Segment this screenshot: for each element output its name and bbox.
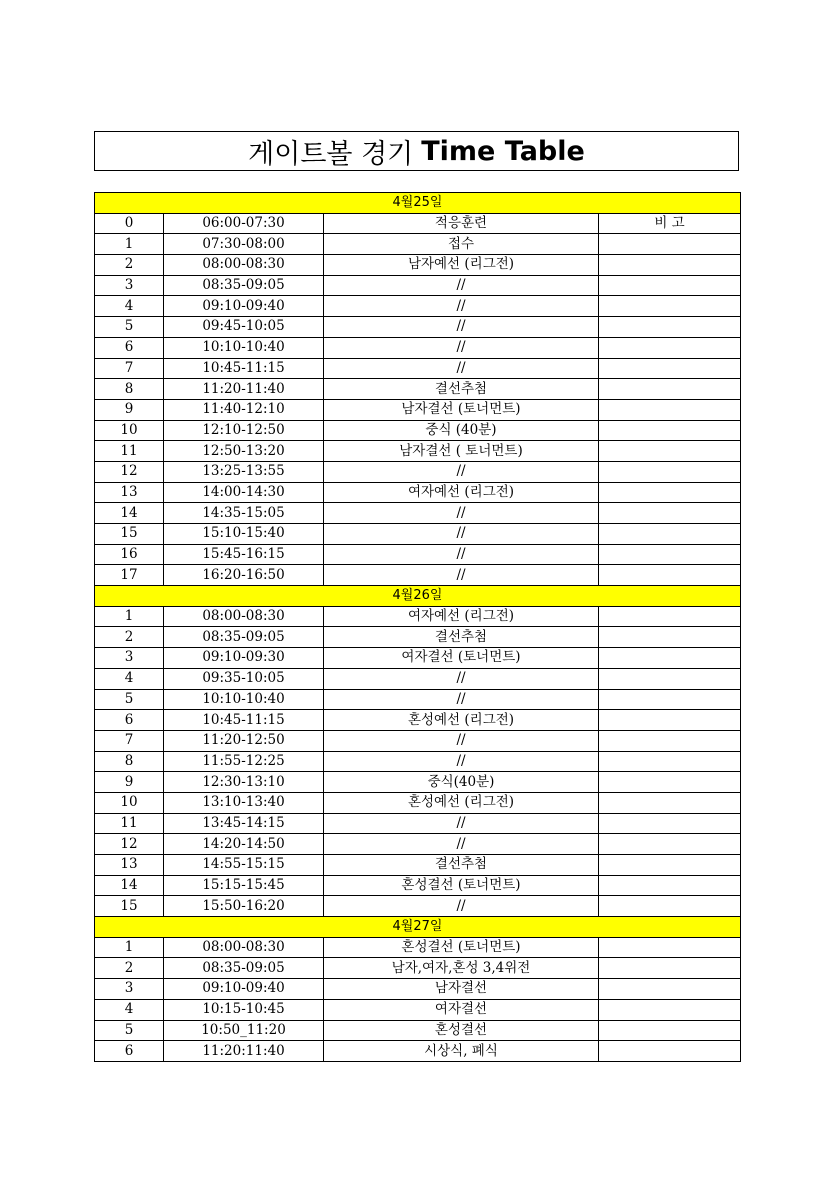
event-cell: //	[324, 337, 599, 358]
note-cell	[599, 524, 741, 545]
event-cell: //	[324, 296, 599, 317]
note-cell	[599, 503, 741, 524]
time-cell: 10:10-10:40	[164, 689, 324, 710]
time-cell: 08:35-09:05	[164, 627, 324, 648]
table-row	[95, 1020, 741, 1041]
event-cell: 남자예선 (리그전)	[324, 255, 599, 276]
note-cell	[599, 296, 741, 317]
time-cell: 11:20:11:40	[164, 1041, 324, 1062]
note-cell	[599, 668, 741, 689]
event-cell: 혼성결선 (토너먼트)	[324, 937, 599, 958]
time-cell: 09:10-09:30	[164, 648, 324, 669]
table-row	[95, 999, 741, 1020]
table-row	[95, 668, 741, 689]
note-cell	[599, 896, 741, 917]
time-cell: 09:10-09:40	[164, 296, 324, 317]
note-cell	[599, 627, 741, 648]
table-row	[95, 213, 741, 234]
note-cell	[599, 255, 741, 276]
time-cell: 11:20-11:40	[164, 379, 324, 400]
event-cell: //	[324, 834, 599, 855]
time-cell: 15:45-16:15	[164, 544, 324, 565]
note-cell	[599, 565, 741, 586]
row-number-cell: 9	[95, 772, 164, 793]
note-cell	[599, 751, 741, 772]
time-cell: 09:10-09:40	[164, 979, 324, 1000]
event-cell: 중식 (40분)	[324, 420, 599, 441]
row-number-cell: 10	[95, 792, 164, 813]
table-row	[95, 648, 741, 669]
table-row	[95, 1041, 741, 1062]
event-cell: 결선추첨	[324, 855, 599, 876]
row-number-cell: 15	[95, 896, 164, 917]
event-cell: //	[324, 358, 599, 379]
note-cell	[599, 606, 741, 627]
time-cell: 15:15-15:45	[164, 875, 324, 896]
table-row	[95, 379, 741, 400]
event-cell: 남자결선	[324, 979, 599, 1000]
event-cell: 여자결선	[324, 999, 599, 1020]
row-number-cell: 3	[95, 275, 164, 296]
table-row	[95, 503, 741, 524]
note-cell	[599, 379, 741, 400]
row-number-cell: 17	[95, 565, 164, 586]
table-row	[95, 255, 741, 276]
note-cell	[599, 337, 741, 358]
time-cell: 14:55-15:15	[164, 855, 324, 876]
day-label: 4월27일	[95, 917, 741, 938]
row-number-cell: 12	[95, 834, 164, 855]
time-cell: 15:50-16:20	[164, 896, 324, 917]
event-cell: 적응훈련	[324, 213, 599, 234]
event-cell: //	[324, 524, 599, 545]
table-row	[95, 855, 741, 876]
table-row	[95, 461, 741, 482]
row-number-cell: 4	[95, 296, 164, 317]
table-row	[95, 689, 741, 710]
row-number-cell: 10	[95, 420, 164, 441]
row-number-cell: 5	[95, 317, 164, 338]
table-row	[95, 296, 741, 317]
day-label: 4월25일	[95, 193, 741, 214]
time-cell: 09:35-10:05	[164, 668, 324, 689]
event-cell: 혼성결선 (토너먼트)	[324, 875, 599, 896]
note-cell	[599, 1041, 741, 1062]
note-cell	[599, 772, 741, 793]
time-cell: 14:20-14:50	[164, 834, 324, 855]
event-cell: //	[324, 565, 599, 586]
title-main-text: 게이트볼 경기	[248, 138, 414, 170]
time-cell: 13:10-13:40	[164, 792, 324, 813]
table-row	[95, 317, 741, 338]
note-cell	[599, 855, 741, 876]
note-cell	[599, 420, 741, 441]
row-number-cell: 9	[95, 399, 164, 420]
table-row	[95, 524, 741, 545]
event-cell: //	[324, 668, 599, 689]
time-cell: 15:10-15:40	[164, 524, 324, 545]
table-row	[95, 234, 741, 255]
table-row	[95, 482, 741, 503]
row-number-cell: 13	[95, 855, 164, 876]
row-number-cell: 15	[95, 524, 164, 545]
event-cell: 남자,여자,혼성 3,4위전	[324, 958, 599, 979]
event-cell: 결선추첨	[324, 627, 599, 648]
time-cell: 13:45-14:15	[164, 813, 324, 834]
event-cell: 시상식, 폐식	[324, 1041, 599, 1062]
time-cell: 13:25-13:55	[164, 461, 324, 482]
table-row	[95, 565, 741, 586]
time-cell: 12:50-13:20	[164, 441, 324, 462]
event-cell: 남자결선 ( 토너먼트)	[324, 441, 599, 462]
event-cell: //	[324, 813, 599, 834]
table-row	[95, 420, 741, 441]
table-row	[95, 358, 741, 379]
note-cell	[599, 710, 741, 731]
row-number-cell: 2	[95, 627, 164, 648]
note-cell	[599, 1020, 741, 1041]
note-cell	[599, 875, 741, 896]
row-number-cell: 13	[95, 482, 164, 503]
time-cell: 11:55-12:25	[164, 751, 324, 772]
time-cell: 09:45-10:05	[164, 317, 324, 338]
time-cell: 12:30-13:10	[164, 772, 324, 793]
note-cell	[599, 441, 741, 462]
table-row	[95, 730, 741, 751]
title-bold-text: Time Table	[421, 135, 585, 167]
event-cell: 중식(40분)	[324, 772, 599, 793]
time-cell: 08:00-08:30	[164, 255, 324, 276]
table-row	[95, 399, 741, 420]
row-number-cell: 16	[95, 544, 164, 565]
note-cell	[599, 482, 741, 503]
time-cell: 08:35-09:05	[164, 275, 324, 296]
table-row	[95, 627, 741, 648]
note-cell	[599, 648, 741, 669]
row-number-cell: 6	[95, 710, 164, 731]
day-label: 4월26일	[95, 586, 741, 607]
table-row	[95, 751, 741, 772]
row-number-cell: 2	[95, 958, 164, 979]
time-cell: 10:45-11:15	[164, 710, 324, 731]
row-number-cell: 6	[95, 1041, 164, 1062]
note-cell	[599, 937, 741, 958]
page-title	[94, 131, 739, 171]
event-cell: //	[324, 689, 599, 710]
row-number-cell: 11	[95, 813, 164, 834]
table-row	[95, 834, 741, 855]
event-cell: //	[324, 275, 599, 296]
table-row	[95, 275, 741, 296]
time-cell: 08:35-09:05	[164, 958, 324, 979]
row-number-cell: 5	[95, 689, 164, 710]
table-row	[95, 544, 741, 565]
row-number-cell: 4	[95, 668, 164, 689]
row-number-cell: 7	[95, 730, 164, 751]
note-cell	[599, 730, 741, 751]
note-cell	[599, 979, 741, 1000]
schedule-table	[94, 192, 741, 1062]
note-cell: 비 고	[599, 213, 741, 234]
day-header-row	[95, 917, 741, 938]
event-cell: 혼성결선	[324, 1020, 599, 1041]
event-cell: 여자결선 (토너먼트)	[324, 648, 599, 669]
event-cell: //	[324, 503, 599, 524]
time-cell: 14:35-15:05	[164, 503, 324, 524]
row-number-cell: 8	[95, 751, 164, 772]
row-number-cell: 7	[95, 358, 164, 379]
time-cell: 16:20-16:50	[164, 565, 324, 586]
table-row	[95, 896, 741, 917]
time-cell: 11:20-12:50	[164, 730, 324, 751]
row-number-cell: 8	[95, 379, 164, 400]
note-cell	[599, 999, 741, 1020]
note-cell	[599, 958, 741, 979]
event-cell: 혼성예선 (리그전)	[324, 792, 599, 813]
note-cell	[599, 792, 741, 813]
time-cell: 10:45-11:15	[164, 358, 324, 379]
event-cell: 여자예선 (리그전)	[324, 606, 599, 627]
table-row	[95, 606, 741, 627]
table-row	[95, 792, 741, 813]
event-cell: 여자예선 (리그전)	[324, 482, 599, 503]
event-cell: //	[324, 896, 599, 917]
table-row	[95, 979, 741, 1000]
row-number-cell: 3	[95, 979, 164, 1000]
note-cell	[599, 234, 741, 255]
day-header-row	[95, 586, 741, 607]
time-cell: 06:00-07:30	[164, 213, 324, 234]
table-row	[95, 772, 741, 793]
row-number-cell: 4	[95, 999, 164, 1020]
row-number-cell: 11	[95, 441, 164, 462]
event-cell: //	[324, 317, 599, 338]
note-cell	[599, 813, 741, 834]
row-number-cell: 1	[95, 606, 164, 627]
table-row	[95, 937, 741, 958]
note-cell	[599, 689, 741, 710]
time-cell: 12:10-12:50	[164, 420, 324, 441]
note-cell	[599, 275, 741, 296]
event-cell: //	[324, 461, 599, 482]
event-cell: 혼성예선 (리그전)	[324, 710, 599, 731]
time-cell: 10:50_11:20	[164, 1020, 324, 1041]
event-cell: 남자결선 (토너먼트)	[324, 399, 599, 420]
table-row	[95, 875, 741, 896]
table-row	[95, 710, 741, 731]
row-number-cell: 6	[95, 337, 164, 358]
note-cell	[599, 461, 741, 482]
note-cell	[599, 399, 741, 420]
row-number-cell: 3	[95, 648, 164, 669]
event-cell: //	[324, 730, 599, 751]
row-number-cell: 12	[95, 461, 164, 482]
time-cell: 07:30-08:00	[164, 234, 324, 255]
time-cell: 10:15-10:45	[164, 999, 324, 1020]
time-cell: 08:00-08:30	[164, 606, 324, 627]
note-cell	[599, 358, 741, 379]
time-cell: 08:00-08:30	[164, 937, 324, 958]
row-number-cell: 14	[95, 503, 164, 524]
row-number-cell: 5	[95, 1020, 164, 1041]
event-cell: //	[324, 751, 599, 772]
row-number-cell: 1	[95, 937, 164, 958]
time-cell: 10:10-10:40	[164, 337, 324, 358]
day-header-row	[95, 193, 741, 214]
row-number-cell: 14	[95, 875, 164, 896]
time-cell: 11:40-12:10	[164, 399, 324, 420]
time-cell: 14:00-14:30	[164, 482, 324, 503]
note-cell	[599, 834, 741, 855]
table-row	[95, 441, 741, 462]
note-cell	[599, 317, 741, 338]
note-cell	[599, 544, 741, 565]
table-row	[95, 958, 741, 979]
table-row	[95, 813, 741, 834]
schedule-body	[95, 193, 741, 1062]
row-number-cell: 1	[95, 234, 164, 255]
event-cell: //	[324, 544, 599, 565]
table-row	[95, 337, 741, 358]
row-number-cell: 2	[95, 255, 164, 276]
event-cell: 접수	[324, 234, 599, 255]
row-number-cell: 0	[95, 213, 164, 234]
event-cell: 결선추첨	[324, 379, 599, 400]
